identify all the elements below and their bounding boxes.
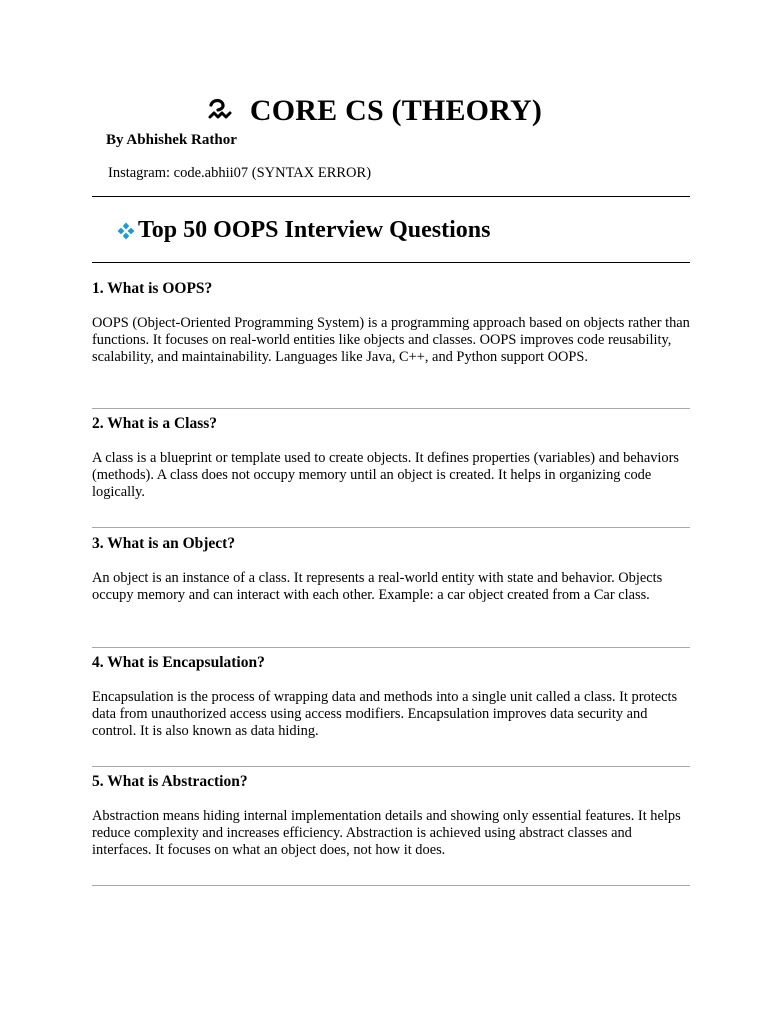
header	[0, 94, 768, 128]
question-section	[92, 279, 692, 365]
question-heading: 1. What is OOPS?	[92, 280, 213, 297]
divider	[92, 196, 690, 197]
answer-text: An object is an instance of a class. It represents a real-world entity with state and behavior. Objects occupy memory and can interact with each other. Example: a car object created from a Car class.	[92, 570, 663, 603]
answer-text: Abstraction means hiding internal implementation details and showing only essential features. It helps reduce complexity and increases efficiency. Abstraction is achieved using abstract classes and interfaces. It focuses on what an object does, not how it does.	[92, 808, 681, 858]
section-title: Top 50 OOPS Interview Questions	[138, 217, 491, 243]
question-heading: 4. What is Encapsulation?	[92, 654, 265, 671]
divider	[92, 766, 690, 767]
answer-text: OOPS (Object-Oriented Programming System) is a programming approach based on objects rather than functions. It focuses on real-world entities like objects and classes. OOPS improves code reusability, scalability, and maintainability. Languages like Java, C++, and Python support OOPS.	[92, 315, 690, 365]
author-line: By Abhishek Rathor	[106, 132, 237, 148]
instagram-line: Instagram: code.abhii07 (SYNTAX ERROR)	[108, 165, 372, 181]
question-heading: 5. What is Abstraction?	[92, 773, 248, 790]
divider	[92, 647, 690, 648]
question-section	[92, 653, 692, 739]
document-title: CORE CS (THEORY)	[249, 94, 543, 127]
question-section	[92, 772, 692, 858]
diamond-cluster-icon	[116, 221, 136, 241]
question-section	[92, 534, 692, 604]
question-heading: 3. What is an Object?	[92, 535, 236, 552]
divider	[92, 408, 690, 409]
question-section	[92, 414, 692, 500]
divider	[92, 527, 690, 528]
answer-text: Encapsulation is the process of wrapping data and methods into a single unit called a class. It protects data from unauthorized access using access modifiers. Encapsulation improves data security and control. It is also known as data hiding.	[92, 689, 678, 739]
logo-icon	[206, 96, 236, 126]
divider	[92, 262, 690, 263]
answer-text: A class is a blueprint or template used to create objects. It defines properties (variables) and behaviors (methods). A class does not occupy memory until an object is created. It helps in organizing code logically.	[92, 450, 680, 500]
subtitle-row	[116, 217, 491, 244]
question-heading: 2. What is a Class?	[92, 415, 218, 432]
divider	[92, 885, 690, 886]
